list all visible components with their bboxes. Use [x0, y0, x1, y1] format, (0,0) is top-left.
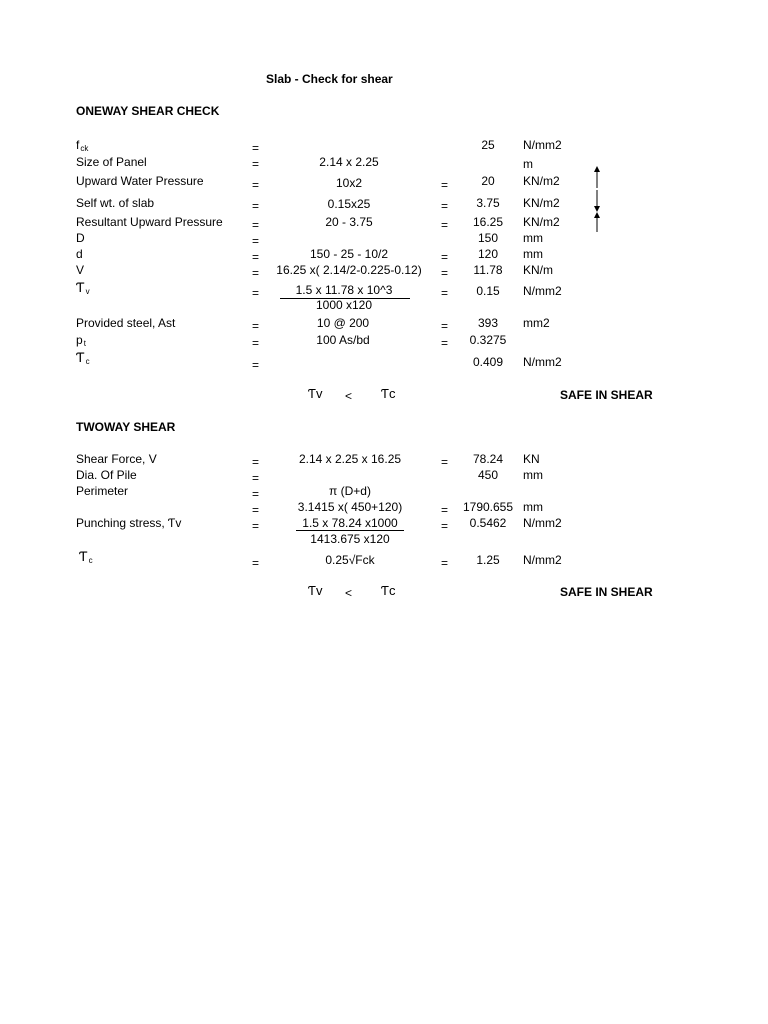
selfwt-unit: KN/m2 — [523, 196, 560, 210]
perimeter-eq: = — [252, 487, 260, 501]
perimeter2-eq2: = — [441, 503, 449, 517]
perimeter2-unit: mm — [523, 500, 543, 514]
water-eq: = — [252, 178, 260, 192]
fck-eq: = — [252, 141, 260, 155]
perimeter-expr: π (D+d) — [329, 484, 371, 498]
tau-v-eq: = — [252, 286, 260, 300]
panel-unit: m — [523, 157, 533, 171]
fck-label: $f_{ck}$ — [76, 138, 89, 153]
panel-label: Size of Panel — [76, 155, 147, 169]
shear-eq2: = — [441, 455, 449, 469]
shear-result: 78.24 — [472, 452, 504, 466]
tau-v-denominator: 1000 x120 — [315, 298, 373, 312]
punch-unit: N/mm2 — [523, 516, 562, 530]
V-expr: 16.25 x( 2.14/2-0.225-0.12) — [276, 263, 422, 277]
ast-result: 393 — [477, 316, 499, 330]
arrow-up-icon — [592, 212, 602, 232]
V-eq2: = — [441, 266, 449, 280]
selfwt-label: Self wt. of slab — [76, 196, 155, 210]
arrow-up-icon — [592, 166, 602, 188]
page-title: Slab - Check for shear — [266, 72, 393, 86]
d-expr: 150 - 25 - 10/2 — [309, 247, 389, 261]
D-result: 150 — [477, 231, 499, 245]
selfwt-eq2: = — [441, 199, 449, 213]
water-label: Upward Water Pressure — [76, 174, 204, 188]
resultant-label: Resultant Upward Pressure — [76, 215, 223, 229]
d-label: d — [76, 247, 83, 261]
tau-c-label: $Ƭ_c$ — [76, 349, 90, 366]
verdict: SAFE IN SHEAR — [560, 585, 653, 599]
water-expr: 10x2 — [335, 176, 363, 190]
compare-left: Ƭv — [308, 386, 323, 401]
arrow-down-icon — [592, 190, 602, 212]
V-result: 11.78 — [473, 263, 503, 277]
d-result: 120 — [477, 247, 499, 261]
punch-label: Punching stress, Ƭv — [76, 516, 182, 530]
D-unit: mm — [523, 231, 543, 245]
pt-eq2: = — [441, 336, 449, 350]
selfwt-result: 3.75 — [476, 196, 500, 210]
tau-v-eq2: = — [441, 286, 449, 300]
resultant-eq: = — [252, 218, 260, 232]
tau-c-unit: N/mm2 — [523, 355, 562, 369]
water-eq2: = — [441, 178, 449, 192]
perimeter2-eq: = — [252, 503, 260, 517]
resultant-expr: 20 - 3.75 — [325, 215, 373, 229]
tau-c2-expr: 0.25√Fck — [325, 553, 375, 567]
V-eq: = — [252, 266, 260, 280]
d-eq: = — [252, 250, 260, 264]
pt-result: 0.3275 — [469, 333, 507, 347]
tau-v-label: $Ƭ_v$ — [76, 279, 90, 296]
compare-left: Ƭv — [308, 583, 323, 598]
tau-c2-result: 1.25 — [476, 553, 500, 567]
shear-label: Shear Force, V — [76, 452, 157, 466]
selfwt-expr: 0.15x25 — [327, 197, 371, 211]
shear-unit: KN — [523, 452, 540, 466]
D-label: D — [76, 231, 85, 245]
pile-eq: = — [252, 471, 260, 485]
pile-unit: mm — [523, 468, 543, 482]
tau-c2-label: $Ƭ_c$ — [79, 548, 93, 565]
d-eq2: = — [441, 250, 449, 264]
pt-eq: = — [252, 336, 260, 350]
selfwt-eq: = — [252, 199, 260, 213]
tau-c-result: 0.409 — [472, 355, 504, 369]
tau-c2-eq: = — [252, 556, 260, 570]
fck-result: 25 — [481, 138, 495, 152]
shear-eq: = — [252, 455, 260, 469]
ast-eq2: = — [441, 319, 449, 333]
shear-expr: 2.14 x 2.25 x 16.25 — [298, 452, 402, 466]
tau-v-numerator: 1.5 x 11.78 x 10^3 — [295, 283, 393, 297]
punch-result: 0.5462 — [469, 516, 507, 530]
punch-numerator: 1.5 x 78.24 x1000 — [302, 516, 398, 530]
resultant-unit: KN/m2 — [523, 215, 560, 229]
fck-unit: N/mm2 — [523, 138, 562, 152]
punch-denominator: 1413.675 x120 — [310, 532, 390, 546]
perimeter2-result: 1790.655 — [462, 500, 514, 514]
d-unit: mm — [523, 247, 543, 261]
D-eq: = — [252, 234, 260, 248]
tau-v-result: 0.15 — [476, 284, 500, 298]
perimeter2-expr: 3.1415 x( 450+120) — [297, 500, 403, 514]
verdict: SAFE IN SHEAR — [560, 388, 653, 402]
pt-expr: 100 As/bd — [316, 333, 370, 347]
pt-label: $p_t$ — [76, 333, 86, 348]
fraction-bar — [296, 530, 404, 531]
tau-c2-unit: N/mm2 — [523, 553, 562, 567]
panel-expr: 2.14 x 2.25 — [319, 155, 379, 169]
tau-c2-eq2: = — [441, 556, 449, 570]
panel-eq: = — [252, 157, 260, 171]
resultant-result: 16.25 — [472, 215, 504, 229]
tau-c-eq: = — [252, 358, 260, 372]
compare-op: < — [345, 586, 353, 600]
twoway-heading: TWOWAY SHEAR — [76, 420, 176, 434]
water-result: 20 — [481, 174, 495, 188]
tau-v-unit: N/mm2 — [523, 284, 562, 298]
ast-expr: 10 @ 200 — [316, 316, 370, 330]
water-unit: KN/m2 — [523, 174, 560, 188]
oneway-heading: ONEWAY SHEAR CHECK — [76, 104, 220, 118]
punch-eq2: = — [441, 519, 449, 533]
pile-result: 450 — [477, 468, 499, 482]
compare-right: Ƭc — [381, 386, 396, 401]
compare-op: < — [345, 389, 353, 403]
pile-label: Dia. Of Pile — [76, 468, 137, 482]
punch-eq: = — [252, 519, 260, 533]
V-unit: KN/m — [523, 263, 553, 277]
perimeter-label: Perimeter — [76, 484, 129, 498]
ast-eq: = — [252, 319, 260, 333]
resultant-eq2: = — [441, 218, 449, 232]
compare-right: Ƭc — [381, 583, 396, 598]
ast-label: Provided steel, Ast — [76, 316, 176, 330]
V-label: V — [76, 263, 85, 277]
ast-unit: mm2 — [523, 316, 550, 330]
